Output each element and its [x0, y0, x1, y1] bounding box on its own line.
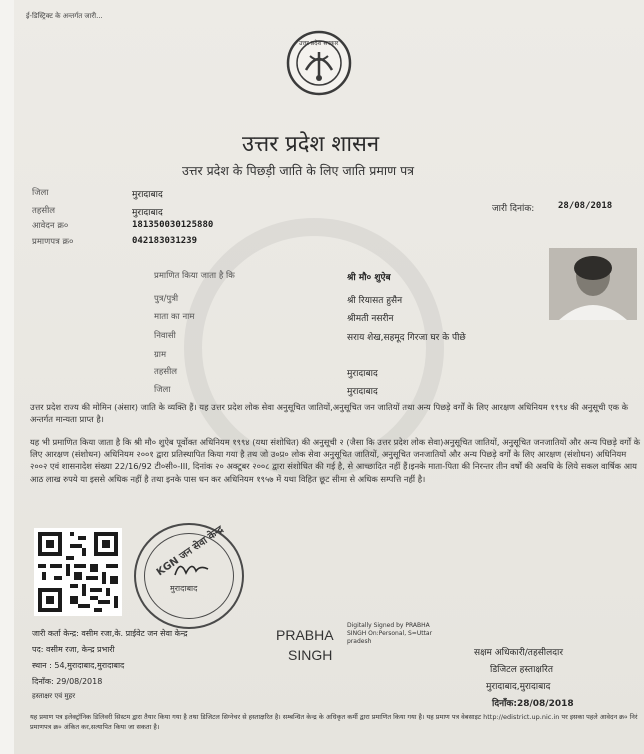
person-label-village: ग्राम	[154, 350, 167, 360]
qr-code	[34, 528, 122, 616]
kgn-seal-stamp	[134, 523, 244, 629]
authority-date: दिनाँक:28/08/2018	[492, 699, 574, 709]
person-value-district: मुरादाबाद	[347, 387, 378, 397]
authority-place: मुरादाबाद,मुरादाबाद	[486, 682, 551, 692]
person-value-mother: श्रीमती नसरीन	[347, 314, 394, 324]
footer-note: यह प्रमाण पत्र इलेक्ट्रॉनिक डिलिवरी सिस्टम द्वारा तैयार किया गया है तथा डिजिटल सिग्नेचर से हस्ताक्षरित है। सम्बन्धित केन्द्र के अधिकृत कर्मी द्वारा प्रमाणित किया गया है। यह प्रमाण पत्र वेबसाइट http://edistrict.up.nic.in पर इसका पहले आवेदन क्र० निरं प्रमाणपत्र क्र० अंकित कर,सत्यापित किया जा सकता है।	[30, 713, 638, 731]
issuer-by: पद: वसीम रजा, केन्द्र प्रभारी	[32, 645, 115, 654]
emblem-label: उत्तर प्रदेश सरकार	[299, 40, 339, 47]
issue-date: 28/08/2018	[558, 201, 613, 211]
person-value-address: सराय शेख,सहमूद गिरजा घर के पीछे	[347, 333, 466, 343]
person-value-father: श्री रियासत हुसैन	[347, 296, 403, 306]
issuer-center: जारी कर्ता केन्द्र: वसीम रजा,के. प्राईवेट जन सेवा केन्द्र	[32, 629, 188, 638]
digital-sign-name-1: PRABHA	[276, 627, 334, 643]
issuer-place: स्थान : 54,मुरादाबाद,मुरादाबाद	[32, 661, 125, 670]
issuer-signature-label: हस्ताक्षर एवं मुहर	[32, 692, 76, 700]
field-value-application-no: 181350030125880	[132, 220, 214, 230]
stamp-sub-text: मुरादाबाद	[170, 584, 198, 593]
field-label-district: जिला	[32, 188, 49, 198]
digital-sign-note: Digitally Signed by PRABHA SINGH On:Personal, S=Uttar pradesh	[347, 622, 433, 645]
issuer-date: दिनाँक: 29/08/2018	[32, 677, 103, 686]
person-label-tehsil: तहसील	[154, 367, 178, 377]
field-value-tehsil: मुरादाबाद	[132, 208, 163, 218]
authority-title: सक्षम अधिकारी/तहसीलदार	[474, 648, 564, 658]
person-value-tehsil: मुरादाबाद	[347, 369, 378, 379]
field-label-tehsil: तहसील	[32, 206, 56, 216]
certificate-title: उत्तर प्रदेश शासन	[242, 132, 380, 157]
person-label-district: जिला	[154, 385, 171, 395]
person-value-name: श्री मौ० शुऐब	[347, 273, 391, 283]
person-label-son-of: पुत्र/पुत्री	[154, 294, 179, 304]
certificate-paragraph-1: उत्तर प्रदेश राज्य की मोमिन (अंसार) जाति के व्यक्ति हैं। यह उत्तर प्रदेश लोक सेवा अनुसूचित जातियों,अनुसूचित जन जातियों तथा अन्य पिछड़े वर्गों के लिए आरक्षण अधिनियम १९९४ की अनुसूची एक के अन्तर्गत मान्यता प्राप्त है।	[30, 402, 629, 425]
header-note: ई-डिस्ट्रिक्ट के अन्तर्गत जारी...	[26, 12, 103, 20]
certificate-paragraph-2: यह भी प्रमाणित किया जाता है कि श्री मौ० शुऐब पूर्वोक्त अधिनियम १९९४ (यथा संशोधित) की अनुसूची २ (जैसा कि उत्तर प्रदेश लोक सेवा)अनुसूचित जातियों, अनुसूचित जनजातियों और अन्य पिछड़े वर्गों के लिए आरक्षण (संशोधन) अधिनियम २००१ द्वारा प्रतिस्थापित किया गया है तथ जो उ०प्र० लोक सेवा अनुसूचित जातियों, अनुसूचित जनजातियों और अन्य पिछड़े वर्गों के लिए आरक्षण (संशोधन) अधिनियम २००२ एवं शासनादेश संख्या 22/16/92 टी०सी०-III, दिनांक २० अक्टूबर २००८ द्वारा संशोधित की गई है, से आच्छादित नहीं हैं।इनके माता-पिता की निरन्तर तीन वर्षों की अवधि के लिये सकल वार्षिक आय आठ लाख रुपये या इससे अधिक नहीं है तथा इनके पास धन कर अधिनियम १९५७ में यथा विहित छूट सीमा से अधिक सम्पत्ति नहीं है।	[30, 437, 640, 484]
field-value-district: मुरादाबाद	[132, 190, 163, 200]
applicant-photo	[549, 248, 637, 320]
field-label-application-no: आवेदन क्र०	[32, 221, 69, 231]
authority-digital: डिजिटल हस्ताक्षरित	[490, 665, 553, 675]
issue-date-label: जारी दिनांक:	[492, 204, 535, 214]
field-label-certificate-no: प्रमाणपत्र क्र०	[32, 237, 74, 247]
digital-sign-name-2: SINGH	[288, 647, 333, 663]
handwritten-initials	[172, 555, 212, 581]
person-label-mother: माता का नाम	[154, 312, 195, 322]
person-label-certified: प्रमाणित किया जाता है कि	[154, 271, 235, 281]
person-label-resident: निवासी	[154, 331, 176, 341]
certificate-subtitle: उत्तर प्रदेश के पिछड़ी जाति के लिए जाति प्रमाण पत्र	[182, 163, 415, 178]
stamp-text: KGN जन सेवा केन्द्र	[154, 524, 226, 579]
field-value-certificate-no: 042183031239	[132, 236, 198, 246]
